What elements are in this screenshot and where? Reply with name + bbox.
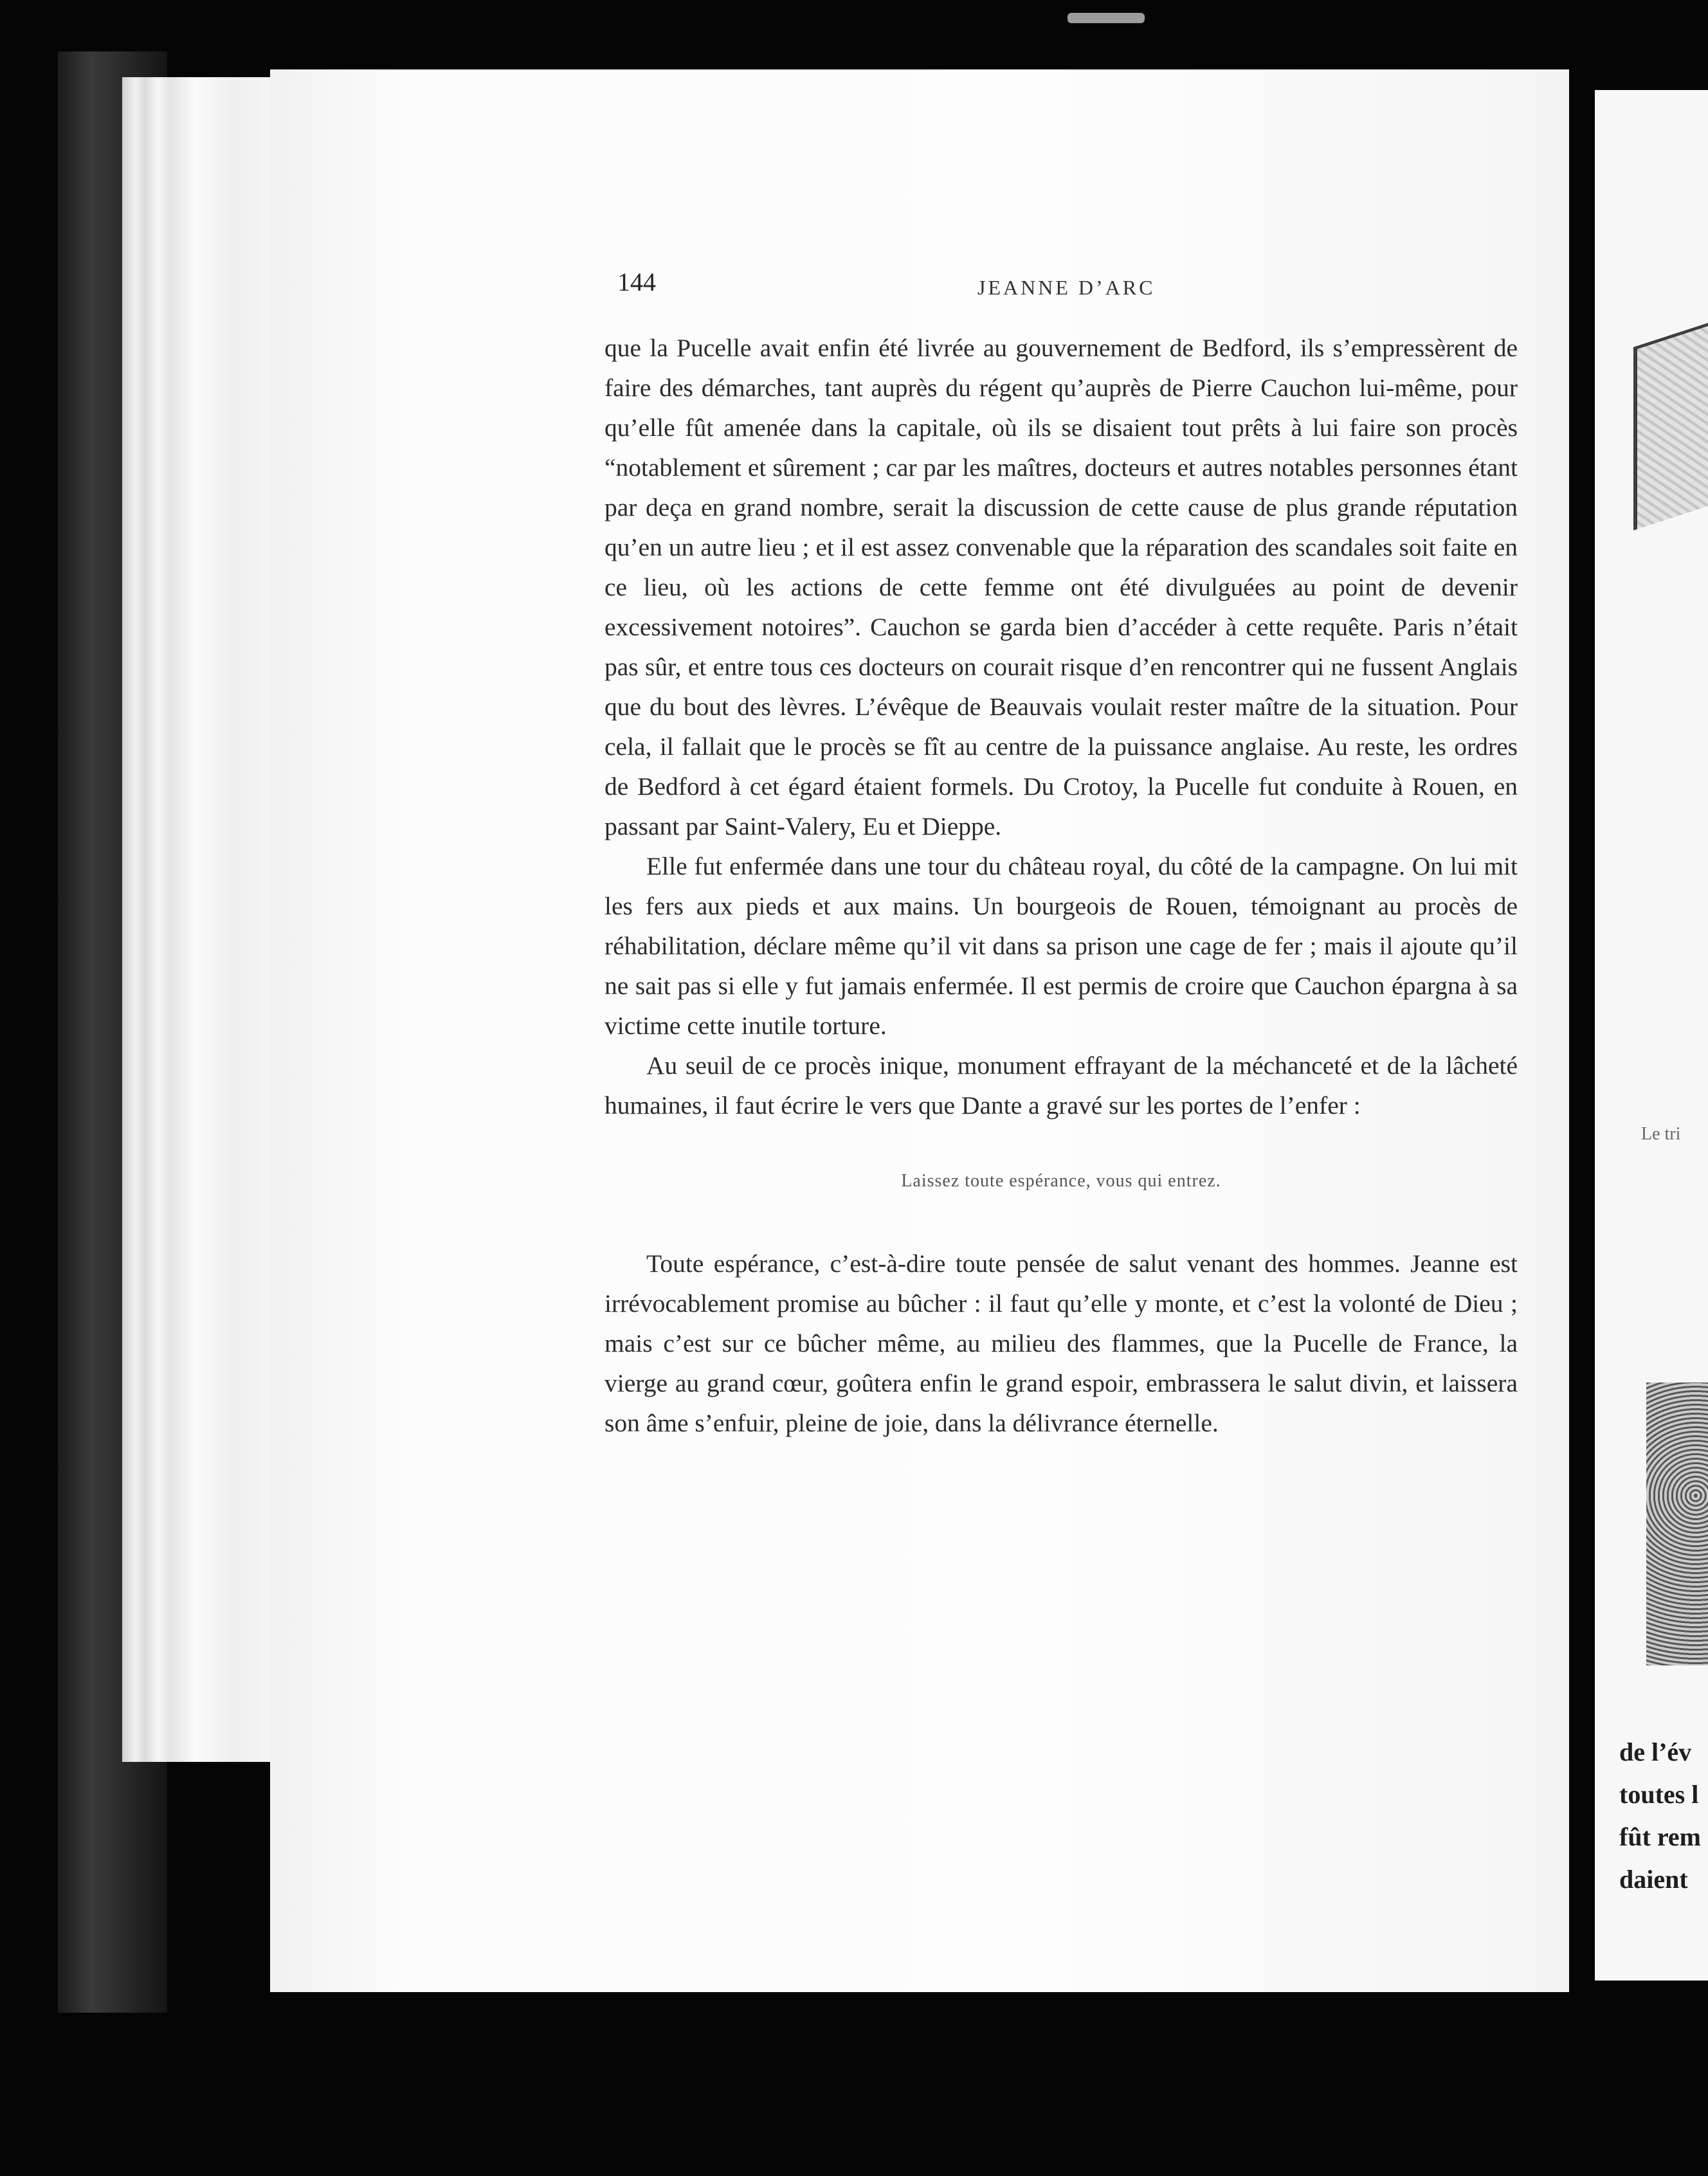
- paragraph-3: Au seuil de ce procès inique, monument effrayant de la méchanceté et de la lâcheté humaines, il faut écrire le vers que Dante a gravé sur les portes de l’enfer :: [604, 1051, 1518, 1120]
- next-page-line: toutes l: [1619, 1780, 1699, 1809]
- next-page-line: daient: [1619, 1865, 1688, 1894]
- paragraph-4: Toute espérance, c’est-à-dire toute pensée de salut venant des hommes. Jeanne est irrévocablement promise au bûcher : il faut qu’elle y monte, et c’est la volonté de Dieu ; mais c’est sur ce bûcher même, au milieu des flammes, que la Pucelle de France, la vierge au grand cœur, goûtera enfin le grand espoir, embrassera le salut divin, et laissera son âme s’enfuir, pleine de joie, dans la délivrance éternelle.: [604, 1249, 1518, 1437]
- next-page-illustration: [1633, 322, 1708, 530]
- page-number: 144: [617, 267, 656, 296]
- next-page-engraving: [1646, 1383, 1708, 1665]
- dante-quote: Laissez toute espérance, vous qui entrez.: [901, 1171, 1221, 1191]
- next-page-text: [1619, 1731, 1708, 1901]
- next-page-line: de l’év: [1619, 1737, 1692, 1766]
- next-page-caption: Le tri: [1641, 1124, 1681, 1144]
- page-body: [604, 328, 1518, 1443]
- paragraph-1: que la Pucelle avait enfin été livrée au gouvernement de Bedford, ils s’empressèrent de faire des démarches, tant auprès du régent qu’auprès de Pierre Cauchon lui-même, pour qu’elle fût amenée dans la capitale, où ils se disaient tout prêts à lui faire son procès “notablement et sûrement ; car par les maîtres, docteurs et autres notables personnes étant par deça en grand nombre, serait la discussion de cette cause de plus grande réputation qu’en un autre lieu ; et il est assez convenable que la réparation des scandales soit faite en ce lieu, où les actions de cette femme ont été divulguées au point de devenir excessivement notoires”. Cauchon se garda bien d’accéder à cette requête. Paris n’était pas sûr, et entre tous ces docteurs on courait risque d’en rencontrer qui ne fussent Anglais que du bout des lèvres. L’évêque de Beauvais voulait rester maître de la situation. Pour cela, il fallait que le procès se fît au centre de la puissance anglaise. Au reste, les ordres de Bedford à cet égard étaient formels. Du Crotoy, la Pucelle fut conduite à Rouen, en passant par Saint-Valery, Eu et Dieppe.: [604, 334, 1518, 840]
- page-edges: [122, 77, 283, 1762]
- next-page-line: fût rem: [1619, 1822, 1701, 1851]
- paragraph-2: Elle fut enfermée dans une tour du château royal, du côté de la campagne. On lui mit les fers aux pieds et aux mains. Un bourgeois de Rouen, témoignant au procès de réhabilitation, déclare même qu’il vit dans sa prison une cage de fer ; mais il ajoute qu’il ne sait pas si elle y fut jamais enfermée. Il est permis de croire que Cauchon épargna à sa victime cette inutile torture.: [604, 852, 1518, 1040]
- running-title: JEANNE D’ARC: [977, 276, 1156, 299]
- scan-artifact: [1068, 13, 1145, 23]
